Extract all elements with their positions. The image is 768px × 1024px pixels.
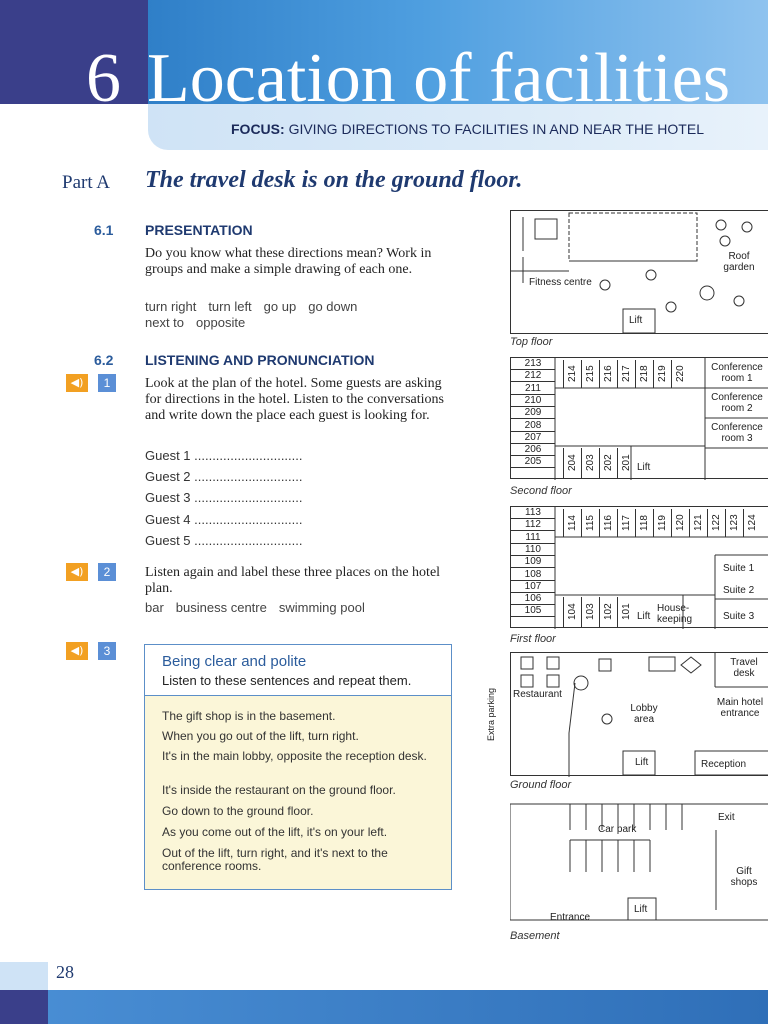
main-entrance-label: Main hotel entrance — [716, 697, 764, 719]
footer-dark-block — [0, 990, 48, 1024]
room-206: 206 — [511, 444, 555, 456]
room-207: 207 — [511, 432, 555, 444]
conference-room-2: Conference room 2 — [711, 392, 763, 414]
guest-line-1: Guest 1 .............................. — [145, 448, 303, 463]
room-201: 201 — [617, 448, 635, 478]
room-122: 122 — [707, 509, 725, 537]
room-210: 210 — [511, 395, 555, 407]
section-heading-listening: LISTENING AND PRONUNCIATION — [145, 352, 375, 368]
room-119: 119 — [653, 509, 671, 537]
speaker-icon: ◀) — [66, 374, 88, 392]
reception-label: Reception — [701, 759, 747, 770]
room-106: 106 — [511, 593, 555, 605]
room-216: 216 — [599, 360, 617, 388]
extra-parking-label: Extra parking — [486, 688, 496, 742]
section-number-6-2: 6.2 — [94, 352, 114, 368]
room-113: 113 — [511, 507, 555, 519]
room-102: 102 — [599, 597, 617, 627]
second-floor-plan — [510, 357, 768, 479]
guest-line-2: Guest 2 .............................. — [145, 469, 303, 484]
speaker-icon: ◀) — [66, 563, 88, 581]
sentence-1: The gift shop is in the basement. — [162, 709, 336, 723]
sentence-2: When you go out of the lift, turn right. — [162, 729, 359, 743]
room-110: 110 — [511, 544, 555, 556]
room-212: 212 — [511, 370, 555, 382]
basement-plan — [510, 800, 768, 924]
room-115: 115 — [581, 509, 599, 537]
place-swimming-pool: swimming pool — [278, 600, 365, 615]
room-105: 105 — [511, 605, 555, 617]
room-107: 107 — [511, 581, 555, 593]
room-217: 217 — [617, 360, 635, 388]
guest-line-4: Guest 4 .............................. — [145, 512, 303, 527]
section-heading-presentation: PRESENTATION — [145, 222, 253, 238]
direction-words — [145, 299, 445, 314]
place-bar: bar — [145, 600, 164, 615]
room-213: 213 — [511, 358, 555, 370]
word-go-down: go down — [308, 299, 358, 314]
fitness-centre-label: Fitness centre — [529, 277, 592, 288]
top-lift-label: Lift — [629, 315, 643, 326]
room-204: 204 — [563, 448, 581, 478]
housekeeping-label: House-keeping — [657, 603, 693, 625]
room-202: 202 — [599, 448, 617, 478]
suite-2-label: Suite 2 — [723, 585, 755, 596]
track-number: 2 — [98, 563, 116, 581]
sentence-6: As you come out of the lift, it's on your left. — [162, 825, 388, 839]
part-label: Part A — [62, 172, 111, 193]
restaurant-label: Restaurant — [513, 689, 562, 700]
direction-words-2 — [145, 315, 257, 330]
room-114: 114 — [563, 509, 581, 537]
footer-light-block — [0, 962, 48, 990]
room-111: 111 — [511, 532, 555, 544]
audio-track-2-button[interactable] — [66, 563, 116, 581]
guest-line-3: Guest 3 .............................. — [145, 490, 303, 505]
presentation-text: Do you know what these directions mean? Work in groups and make a simple drawing of each one. — [145, 246, 432, 277]
focus-text: GIVING DIRECTIONS TO FACILITIES IN AND NEAR THE HOTEL — [288, 121, 704, 137]
room-219: 219 — [653, 360, 671, 388]
room-121: 121 — [689, 509, 707, 537]
box-title: Being clear and polite — [162, 653, 307, 670]
room-208: 208 — [511, 420, 555, 432]
word-go-up: go up — [263, 299, 297, 314]
room-214: 214 — [563, 360, 581, 388]
basement-label: Basement — [510, 930, 560, 942]
conference-room-1: Conference room 1 — [711, 362, 763, 384]
ground-lift-label: Lift — [635, 757, 649, 768]
speaker-icon: ◀) — [66, 642, 88, 660]
conference-room-3: Conference room 3 — [711, 422, 763, 444]
sentence-4: It's inside the restaurant on the ground floor. — [162, 783, 396, 797]
suite-1-label: Suite 1 — [723, 563, 755, 574]
place-business-centre: business centre — [175, 600, 267, 615]
room-103: 103 — [581, 597, 599, 627]
room-109: 109 — [511, 556, 555, 568]
page-number: 28 — [56, 962, 74, 982]
room-209: 209 — [511, 407, 555, 419]
room-205: 205 — [511, 456, 555, 468]
box-subtitle: Listen to these sentences and repeat them. — [162, 673, 412, 688]
room-203: 203 — [581, 448, 599, 478]
second-lift-label: Lift — [637, 462, 651, 473]
section-number-6-1: 6.1 — [94, 222, 114, 238]
audio-track-3-button[interactable] — [66, 642, 116, 660]
travel-desk-label: Travel desk — [730, 657, 758, 679]
word-opposite: opposite — [196, 315, 246, 330]
gift-shops-label: Gift shops — [730, 866, 758, 888]
word-turn-right: turn right — [145, 299, 197, 314]
ground-floor-plan — [510, 652, 768, 776]
room-116: 116 — [599, 509, 617, 537]
audio-track-1-button[interactable] — [66, 374, 116, 392]
word-turn-left: turn left — [208, 299, 252, 314]
room-218: 218 — [635, 360, 653, 388]
ground-floor-label: Ground floor — [510, 779, 572, 791]
focus-label: FOCUS: — [231, 121, 285, 137]
guest-line-5: Guest 5 .............................. — [145, 533, 303, 548]
room-124: 124 — [743, 509, 761, 537]
track-number: 3 — [98, 642, 116, 660]
roof-garden-label: Roof garden — [723, 251, 755, 273]
exit-label: Exit — [718, 812, 735, 823]
room-117: 117 — [617, 509, 635, 537]
first-lift-label: Lift — [637, 611, 651, 622]
car-park-label: Car park — [598, 824, 637, 835]
room-104: 104 — [563, 597, 581, 627]
unit-number: 6 — [86, 40, 121, 117]
part-title: The travel desk is on the ground floor. — [145, 167, 523, 193]
top-floor-plan — [510, 210, 768, 334]
clear-polite-box — [144, 644, 452, 890]
box-sentences-panel — [145, 695, 451, 889]
room-108: 108 — [511, 569, 555, 581]
room-123: 123 — [725, 509, 743, 537]
label-places-text: Listen again and label these three places on the hotel plan. — [145, 565, 441, 596]
listening-text: Look at the plan of the hotel. Some guests are asking for directions in the hotel. Listen to the conversations and write down the place each guest is looking for. — [145, 376, 444, 423]
basement-lift-label: Lift — [634, 904, 648, 915]
room-220: 220 — [671, 360, 689, 388]
places-list — [145, 600, 377, 615]
room-118: 118 — [635, 509, 653, 537]
second-floor-label: Second floor — [510, 485, 572, 497]
first-floor-plan — [510, 506, 768, 628]
sentence-7: Out of the lift, turn right, and it's next to the conference rooms. — [162, 846, 388, 873]
room-112: 112 — [511, 519, 555, 531]
unit-title: Location of facilities — [147, 40, 731, 117]
room-101: 101 — [617, 597, 635, 627]
room-215: 215 — [581, 360, 599, 388]
lobby-area-label: Lobby area — [630, 703, 658, 725]
sentence-3: It's in the main lobby, opposite the reception desk. — [162, 749, 427, 763]
sentence-5: Go down to the ground floor. — [162, 804, 314, 818]
first-floor-label: First floor — [510, 633, 556, 645]
room-211: 211 — [511, 383, 555, 395]
room-120: 120 — [671, 509, 689, 537]
top-floor-label: Top floor — [510, 336, 553, 348]
track-number: 1 — [98, 374, 116, 392]
header-dark-block — [0, 0, 148, 104]
focus-line — [231, 121, 704, 137]
footer-blue-bar — [0, 990, 768, 1024]
word-next-to: next to — [145, 315, 185, 330]
entrance-label: Entrance — [550, 912, 591, 923]
suite-3-label: Suite 3 — [723, 611, 755, 622]
